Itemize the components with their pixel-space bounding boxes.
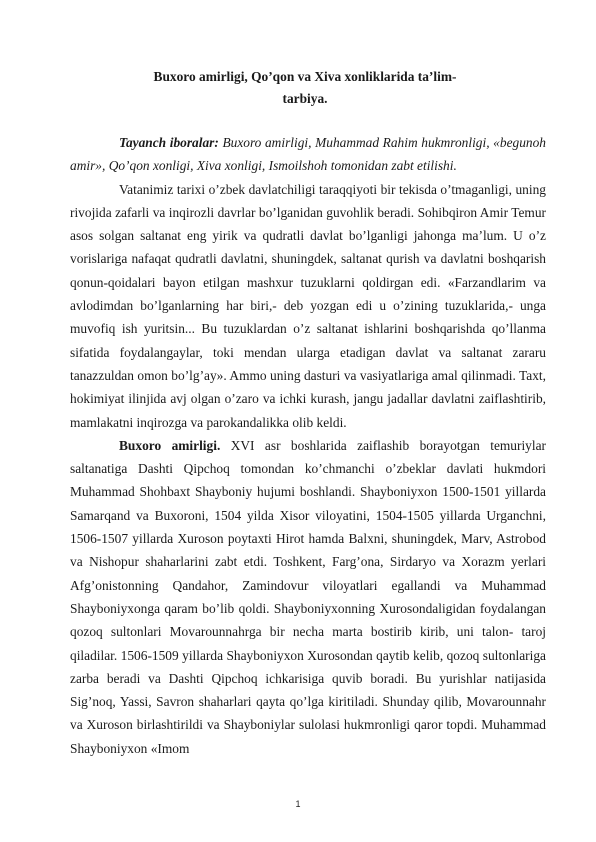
section-heading-buxoro: Buxoro amirligi. [119, 437, 221, 453]
document-body [70, 131, 546, 760]
page-number: 1 [295, 799, 301, 809]
keywords-text: Buxoro amirligi, Muhammad Rahim hukmronligi, «begunoh amir», Qo’qon xonligi, Xiva xonligi, Ismoilshoh tomonidan zabt etilishi. [70, 135, 546, 174]
keywords-paragraph [70, 131, 546, 178]
keywords-label: Tayanch iboralar: [119, 135, 219, 150]
paragraph-1: Vatanimiz tarixi o’zbek davlatchiligi taraqqiyoti bir tekisda o’tmaganligi, uning rivojida zafarli va inqirozli davrlar bo’lganidan guvohlik beradi. Sohibqiron Amir Temur asos solgan saltanat eng yirik va qudratli davlat bo’lganligi jahonga ma’lum. U o’z vorislariga nafaqat qudratli davlatni, shuningdek, saltanat qurish va davlatni boshqarish qonun-qoidalari bayon etilgan mashxur tuzuklarni qoldirgan edi. «Farzandlarim va avlodimdan bo’lganlarning har biri,- deb yozgan edi u o’zining tuzuklarida,- unga muvofiq ish yuritsin... Bu tuzuklardan o’z saltanat ishlarini boshqarishda qo’llanma sifatida foydalangaylar, toki mendan ularga etadigan davlat va saltanat zararu tanazzuldan omon bo’lg’ay». Ammo uning dasturi va vasiyatlariga amal qilinmadi. Taxt, hokimiyat ilinjida avj olgan o’zaro va ichki kurash, jangu jadallar davlatni zaiflashtirib, mamlakatni inqirozga va parokandalikka olib keldi. [70, 181, 546, 430]
paragraph-2 [70, 434, 546, 760]
title-line-2: tarbiya. [282, 91, 328, 106]
title-line-1: Buxoro amirligi, Qo’qon va Xiva xonliklarida ta’lim- [153, 69, 457, 84]
document-title [70, 66, 540, 110]
paragraph-2-text: XVI asr boshlarida zaiflashib borayotgan temuriylar saltanatiga Dashti Qipchoq tomondan ko’chmanchi o’zbeklar davlati hukmdori Muhammad Shohbaxt Shayboniy hujumi boshlandi. Shayboniyxon 1500-1501 yillarda Samarqand va Buxoroni, 1504 yilda Xisor viloyatini, 1504-1505 yillarda Urganchni, 1506-1507 yillarda Xuroson poytaxti Hirot hamda Balxni, shuningdek, Marv, Astrobod va Nishopur shaharlarini zabt etdi. Toshkent, Farg’ona, Sirdaryo va Xorazm yerlari Afg’onistonning Qandahor, Zamindovur viloyatlari egallandi va Muhammad Shayboniyxonga qaram bo’lib qoldi. Shayboniyxonning Xurosondaligidan foydalangan qozoq sultonlari Movarounnahrga bir necha marta bostirib kirib, uni talon- taroj qiladilar. 1506-1509 yillarda Shayboniyxon Xurosondan qaytib kelib, qozoq sultonlariga zarba beradi va Dashti Qipchoq ichkarisiga quvib boradi. Bu yurishlar natijasida Sig’noq, Yassi, Savron shaharlari qayta qo’lga kiritiladi. Shunday qilib, Movarounnahr va Xuroson birlashtirildi va Shayboniylar sulolasi hukmronligi qaror topdi. Muhammad Shayboniyxon «Imom [70, 437, 546, 756]
